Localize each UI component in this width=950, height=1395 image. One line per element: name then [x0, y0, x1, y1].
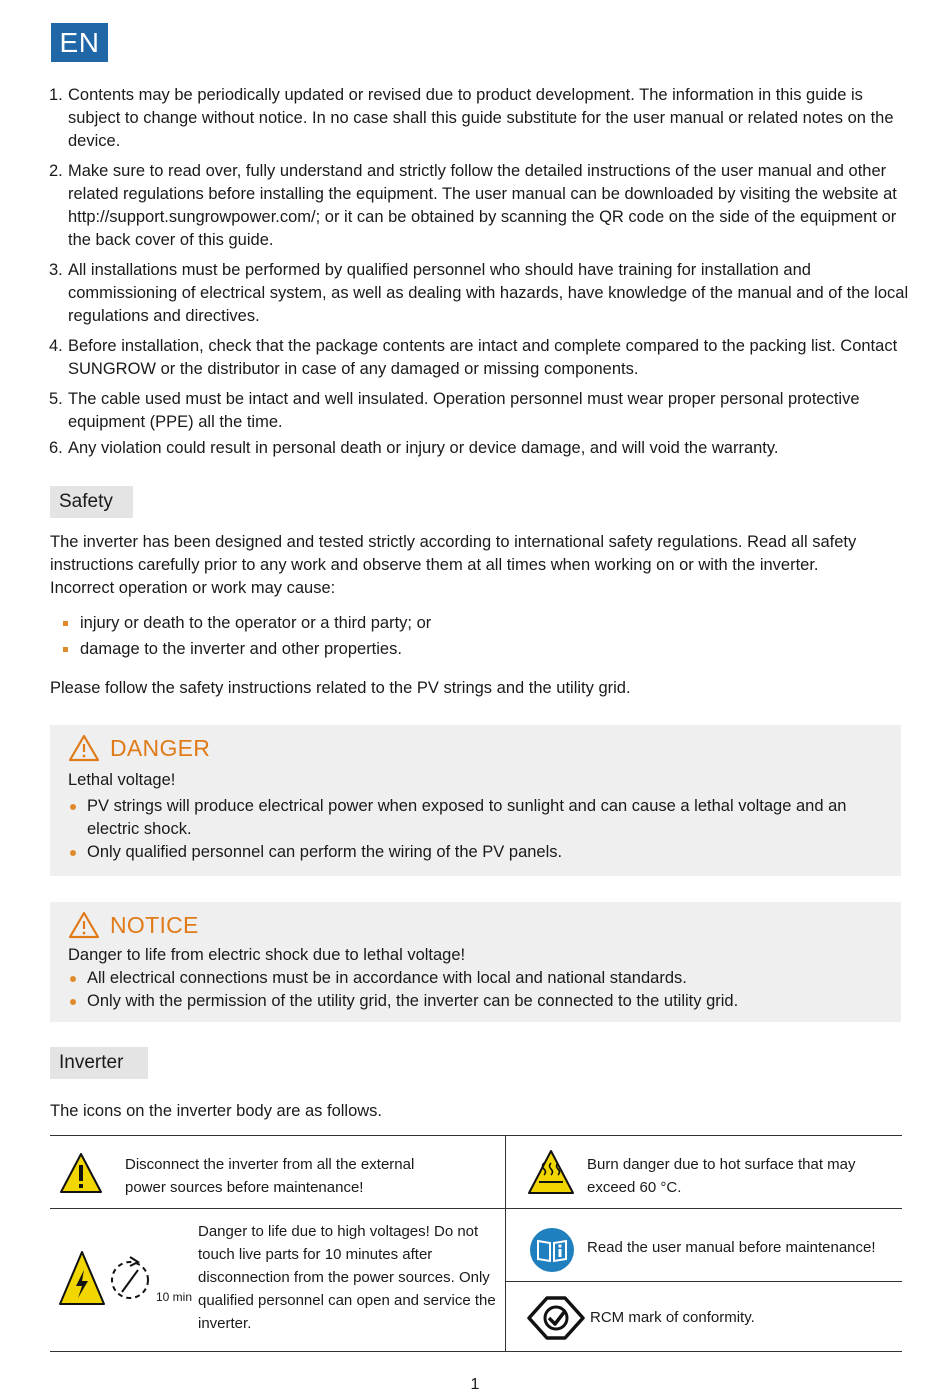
intro-list [49, 84, 919, 467]
list-item: Only with the permission of the utility grid, the inverter can be connected to the utility grid. [68, 990, 901, 1013]
inverter-intro: The icons on the inverter body are as follows. [50, 1102, 383, 1120]
rcm-mark-icon [527, 1296, 585, 1340]
intro-item: 4. Before installation, check that the package contents are intact and complete compared to the packing list. Contact SUNGROW or the distributor in case of any damaged or missing components. [49, 337, 898, 378]
intro-item: 2. Make sure to read over, fully understand and strictly follow the detailed instructions of the user manual and other related regulations before installing the equipment. The user manual can be downloaded by visiting the website at http://support.sungrowpower.com/; or it can be obtained by scanning the QR code on the side of the equipment or the back cover of this guide. [49, 162, 897, 249]
burn-text: Burn danger due to hot surface that may exceed 60 °C. [587, 1156, 856, 1196]
safety-heading: Safety [50, 486, 133, 518]
inverter-heading: Inverter [50, 1047, 148, 1079]
hot-surface-icon [527, 1149, 575, 1195]
page-number: 1 [470, 1376, 480, 1393]
high-voltage-icon [58, 1250, 106, 1306]
language-badge: EN [51, 23, 108, 62]
table-divider [505, 1281, 902, 1282]
danger-box [50, 725, 901, 876]
intro-item: 6. Any violation could result in personal death or injury or device damage, and will void the warranty. [49, 439, 779, 457]
disconnect-text: Disconnect the inverter from all the external power sources before maintenance! [125, 1156, 415, 1196]
list-item: damage to the inverter and other properties. [61, 636, 431, 662]
high-voltage-text: Danger to life due to high voltages! Do not touch live parts for 10 minutes after disconnection from the power sources. Only qualified personnel can open and service the inverter. [198, 1223, 496, 1332]
timer-icon [108, 1252, 156, 1304]
warning-exclamation-icon [59, 1152, 103, 1194]
manual-text: Read the user manual before maintenance! [587, 1239, 876, 1256]
notice-box [50, 902, 901, 1022]
intro-item: 5. The cable used must be intact and well insulated. Operation personnel must wear proper personal protective equipment (PPE) all the time. [49, 390, 860, 431]
safety-risk-list [61, 610, 431, 662]
danger-header [68, 732, 901, 764]
danger-subtitle: Lethal voltage! [68, 771, 176, 789]
notice-list [68, 967, 901, 1013]
read-manual-icon [529, 1227, 575, 1273]
notice-subtitle: Danger to life from electric shock due to lethal voltage! [68, 946, 466, 964]
danger-list [68, 795, 898, 864]
list-item: All electrical connections must be in accordance with local and national standards. [68, 967, 901, 990]
list-item: injury or death to the operator or a third party; or [61, 610, 431, 636]
rcm-text: RCM mark of conformity. [590, 1309, 755, 1326]
timer-label: 10 min [156, 1290, 193, 1304]
list-item: Only qualified personnel can perform the wiring of the PV panels. [68, 841, 898, 864]
table-divider [50, 1208, 902, 1209]
notice-title: NOTICE [110, 911, 199, 938]
list-item: PV strings will produce electrical power when exposed to sunlight and can cause a lethal voltage and an electric shock. [68, 795, 898, 841]
notice-header [68, 909, 901, 941]
safety-follow-text: Please follow the safety instructions related to the PV strings and the utility grid. [50, 679, 631, 697]
intro-item: 3. All installations must be performed by qualified personnel who should have training for installation and commissioning of electrical system, as well as dealing with hazards, have knowledge of the manual and of the local regulations and directives. [49, 261, 909, 325]
intro-item: 1. Contents may be periodically updated or revised due to product development. The information in this guide is subject to change without notice. In no case shall this guide substitute for the user manual or related notes on the device. [49, 86, 894, 150]
warning-triangle-icon [68, 911, 100, 939]
danger-title: DANGER [110, 734, 211, 761]
inverter-icon-table [50, 1135, 902, 1352]
table-divider [505, 1136, 506, 1351]
warning-triangle-icon [68, 734, 100, 762]
safety-paragraph: The inverter has been designed and tested strictly according to international safety regulations. Read all safety instructions carefully prior to any work and observe them at all times when working on or with the inverter. Incorrect operation or work may cause: [50, 533, 857, 597]
